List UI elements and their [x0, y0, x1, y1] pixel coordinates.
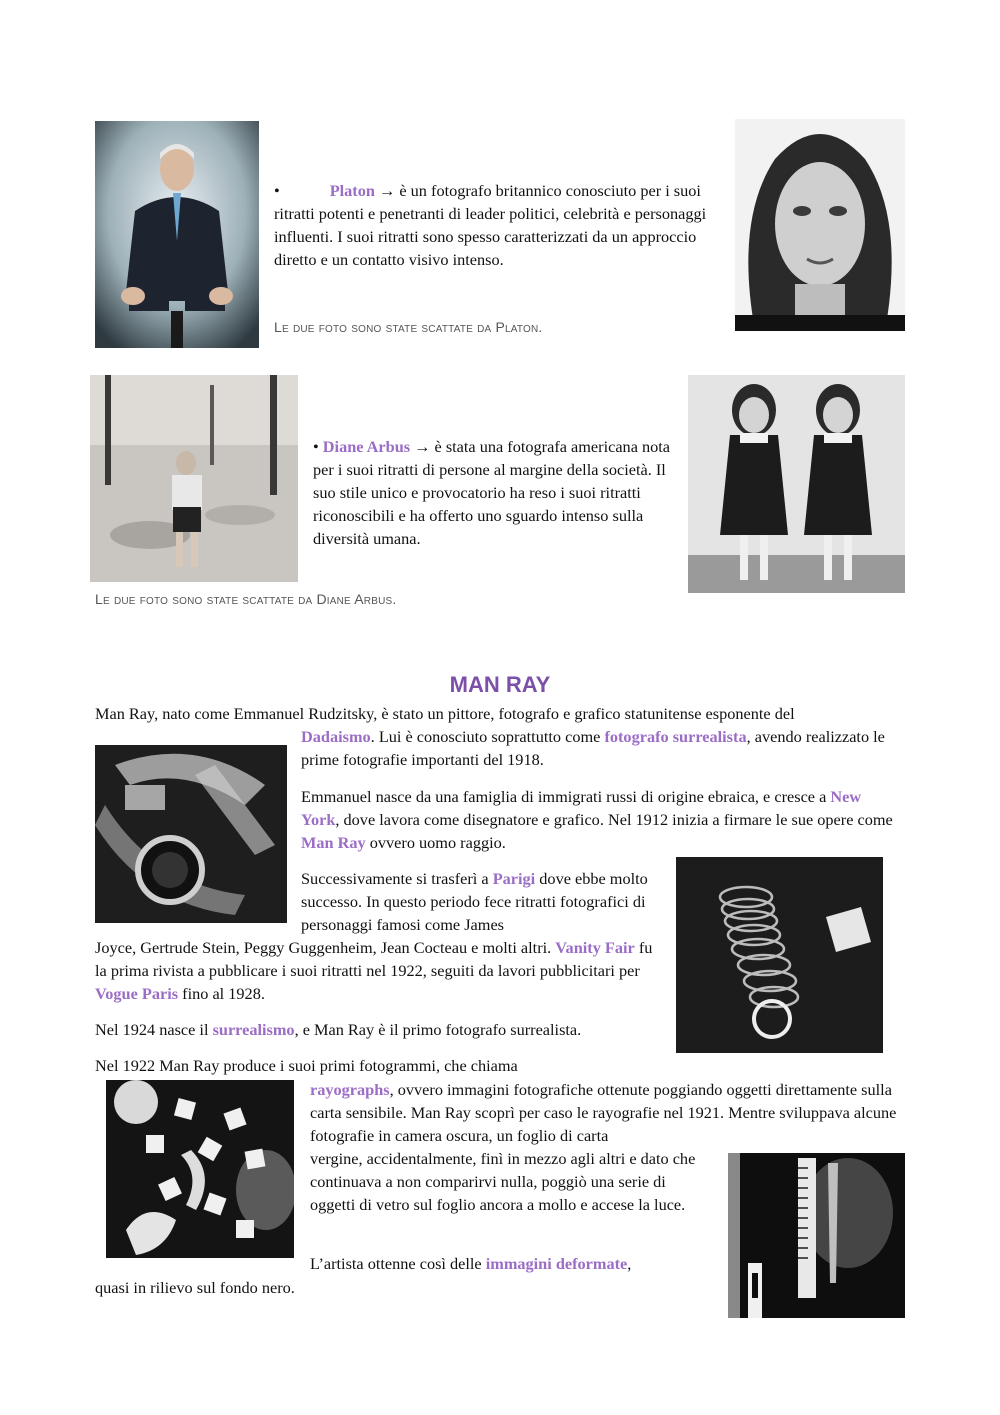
manray-paragraph-5-wide: rayographs, ovvero immagini fotografiche ottenute poggiando oggetti direttamente sulla carta sensibile. Man Ray scoprì per caso le rayografie nel 1921. Mentre sviluppava alcune fotografie in camera oscura, un foglio di carta	[310, 1080, 897, 1145]
arbus-caption: Le due foto sono state scattate da Diane Arbus.	[95, 591, 397, 607]
manray-paragraph-5-narrow: vergine, accidentalmente, finì in mezzo agli altri e dato che continuava a non comparirvi nulla, poggiò una serie di oggetti di vetro sul foglio ancora a mollo e accese la luce.	[310, 1149, 696, 1214]
manray-paragraph-3a: Successivamente si trasferì a Parigi dove ebbe molto successo. In questo periodo fece ritratti fotografici di personaggi famosi come James	[301, 869, 648, 934]
platon-description: è un fotografo britannico conosciuto per i suoi ritratti potenti e penetranti di leader politici, celebrità e personaggi influenti. I suoi ritratti sono spesso caratterizzati da un approccio diretto e un contatto visivo intenso.	[274, 181, 707, 269]
arrow-icon: →	[414, 437, 431, 456]
keyword-surrealismo: surrealismo	[212, 1020, 295, 1039]
manray-spring-photo	[676, 857, 883, 1053]
manray-paragraph-1: Dadaismo. Lui è conosciuto soprattutto come fotografo surrealista, avendo realizzato le prime fotografie importanti del 1918.	[301, 727, 885, 769]
arbus-description: è stata una fotografa americana nota per i suoi ritratti di persone al margine della società. Il suo stile unico e provocatorio ha reso i suoi ritratti riconoscibili e ha offerto uno sguardo intenso sulla diversità umana.	[313, 437, 671, 548]
platon-portrait-man-photo	[95, 121, 259, 348]
keyword-new-york: New York	[301, 787, 862, 829]
manray-paragraph-4: Nel 1924 nasce il surrealismo, e Man Ray è il primo fotografo surrealista.	[95, 1020, 582, 1039]
manray-rayograph-letters-photo	[106, 1080, 294, 1258]
arbus-twins-photo	[688, 375, 905, 593]
keyword-fotografo-surrealista: fotografo surrealista	[604, 727, 747, 746]
manray-paragraph-2: Emmanuel nasce da una famiglia di immigrati russi di origine ebraica, e cresce a New York, dove lavora come disegnatore e grafico. Nel 1912 inizia a firmare le sue opere come Man Ray ovvero uomo raggio.	[301, 787, 893, 852]
manray-paragraph-6a: L’artista ottenne così delle immagini deformate,	[310, 1254, 632, 1273]
manray-paragraph-3b: Joyce, Gertrude Stein, Peggy Guggenheim, Jean Cocteau e molti altri. Vanity Fair fu la prima rivista a pubblicare i suoi ritratti nel 1922, seguiti da lavori pubblicitari per Vogue Paris fino al 1928.	[95, 938, 653, 1003]
platon-portrait-woman-photo	[735, 119, 905, 331]
keyword-dadaismo: Dadaismo	[301, 727, 371, 746]
bullet: •	[313, 437, 319, 456]
keyword-parigi: Parigi	[492, 869, 536, 888]
manray-rayograph-comb-photo	[728, 1153, 905, 1318]
keyword-vogue-paris: Vogue Paris	[95, 984, 179, 1003]
keyword-immagini-deformate: immagini deformate	[485, 1254, 628, 1273]
arbus-boy-photo	[90, 375, 298, 582]
manray-paragraph-6b: quasi in rilievo sul fondo nero.	[95, 1278, 295, 1297]
bullet: •	[274, 181, 280, 200]
arbus-paragraph	[313, 435, 678, 550]
platon-paragraph	[274, 179, 724, 271]
manray-heading: MAN RAY	[449, 672, 551, 697]
keyword-vanity-fair: Vanity Fair	[555, 938, 635, 957]
platon-caption: Le due foto sono state scattate da Platon.	[274, 319, 543, 335]
keyword-rayographs: rayographs	[310, 1080, 390, 1099]
manray-intro-line: Man Ray, nato come Emmanuel Rudzitsky, è stato un pittore, fotografo e grafico statunitense esponente del	[95, 704, 795, 723]
arbus-name: Diane Arbus	[322, 437, 411, 456]
manray-paragraph-5-intro: Nel 1922 Man Ray produce i suoi primi fotogrammi, che chiama	[95, 1056, 518, 1075]
manray-film-strip-photo	[95, 745, 287, 923]
arrow-icon: →	[379, 181, 396, 200]
keyword-man-ray: Man Ray	[301, 833, 366, 852]
platon-name: Platon	[329, 181, 375, 200]
